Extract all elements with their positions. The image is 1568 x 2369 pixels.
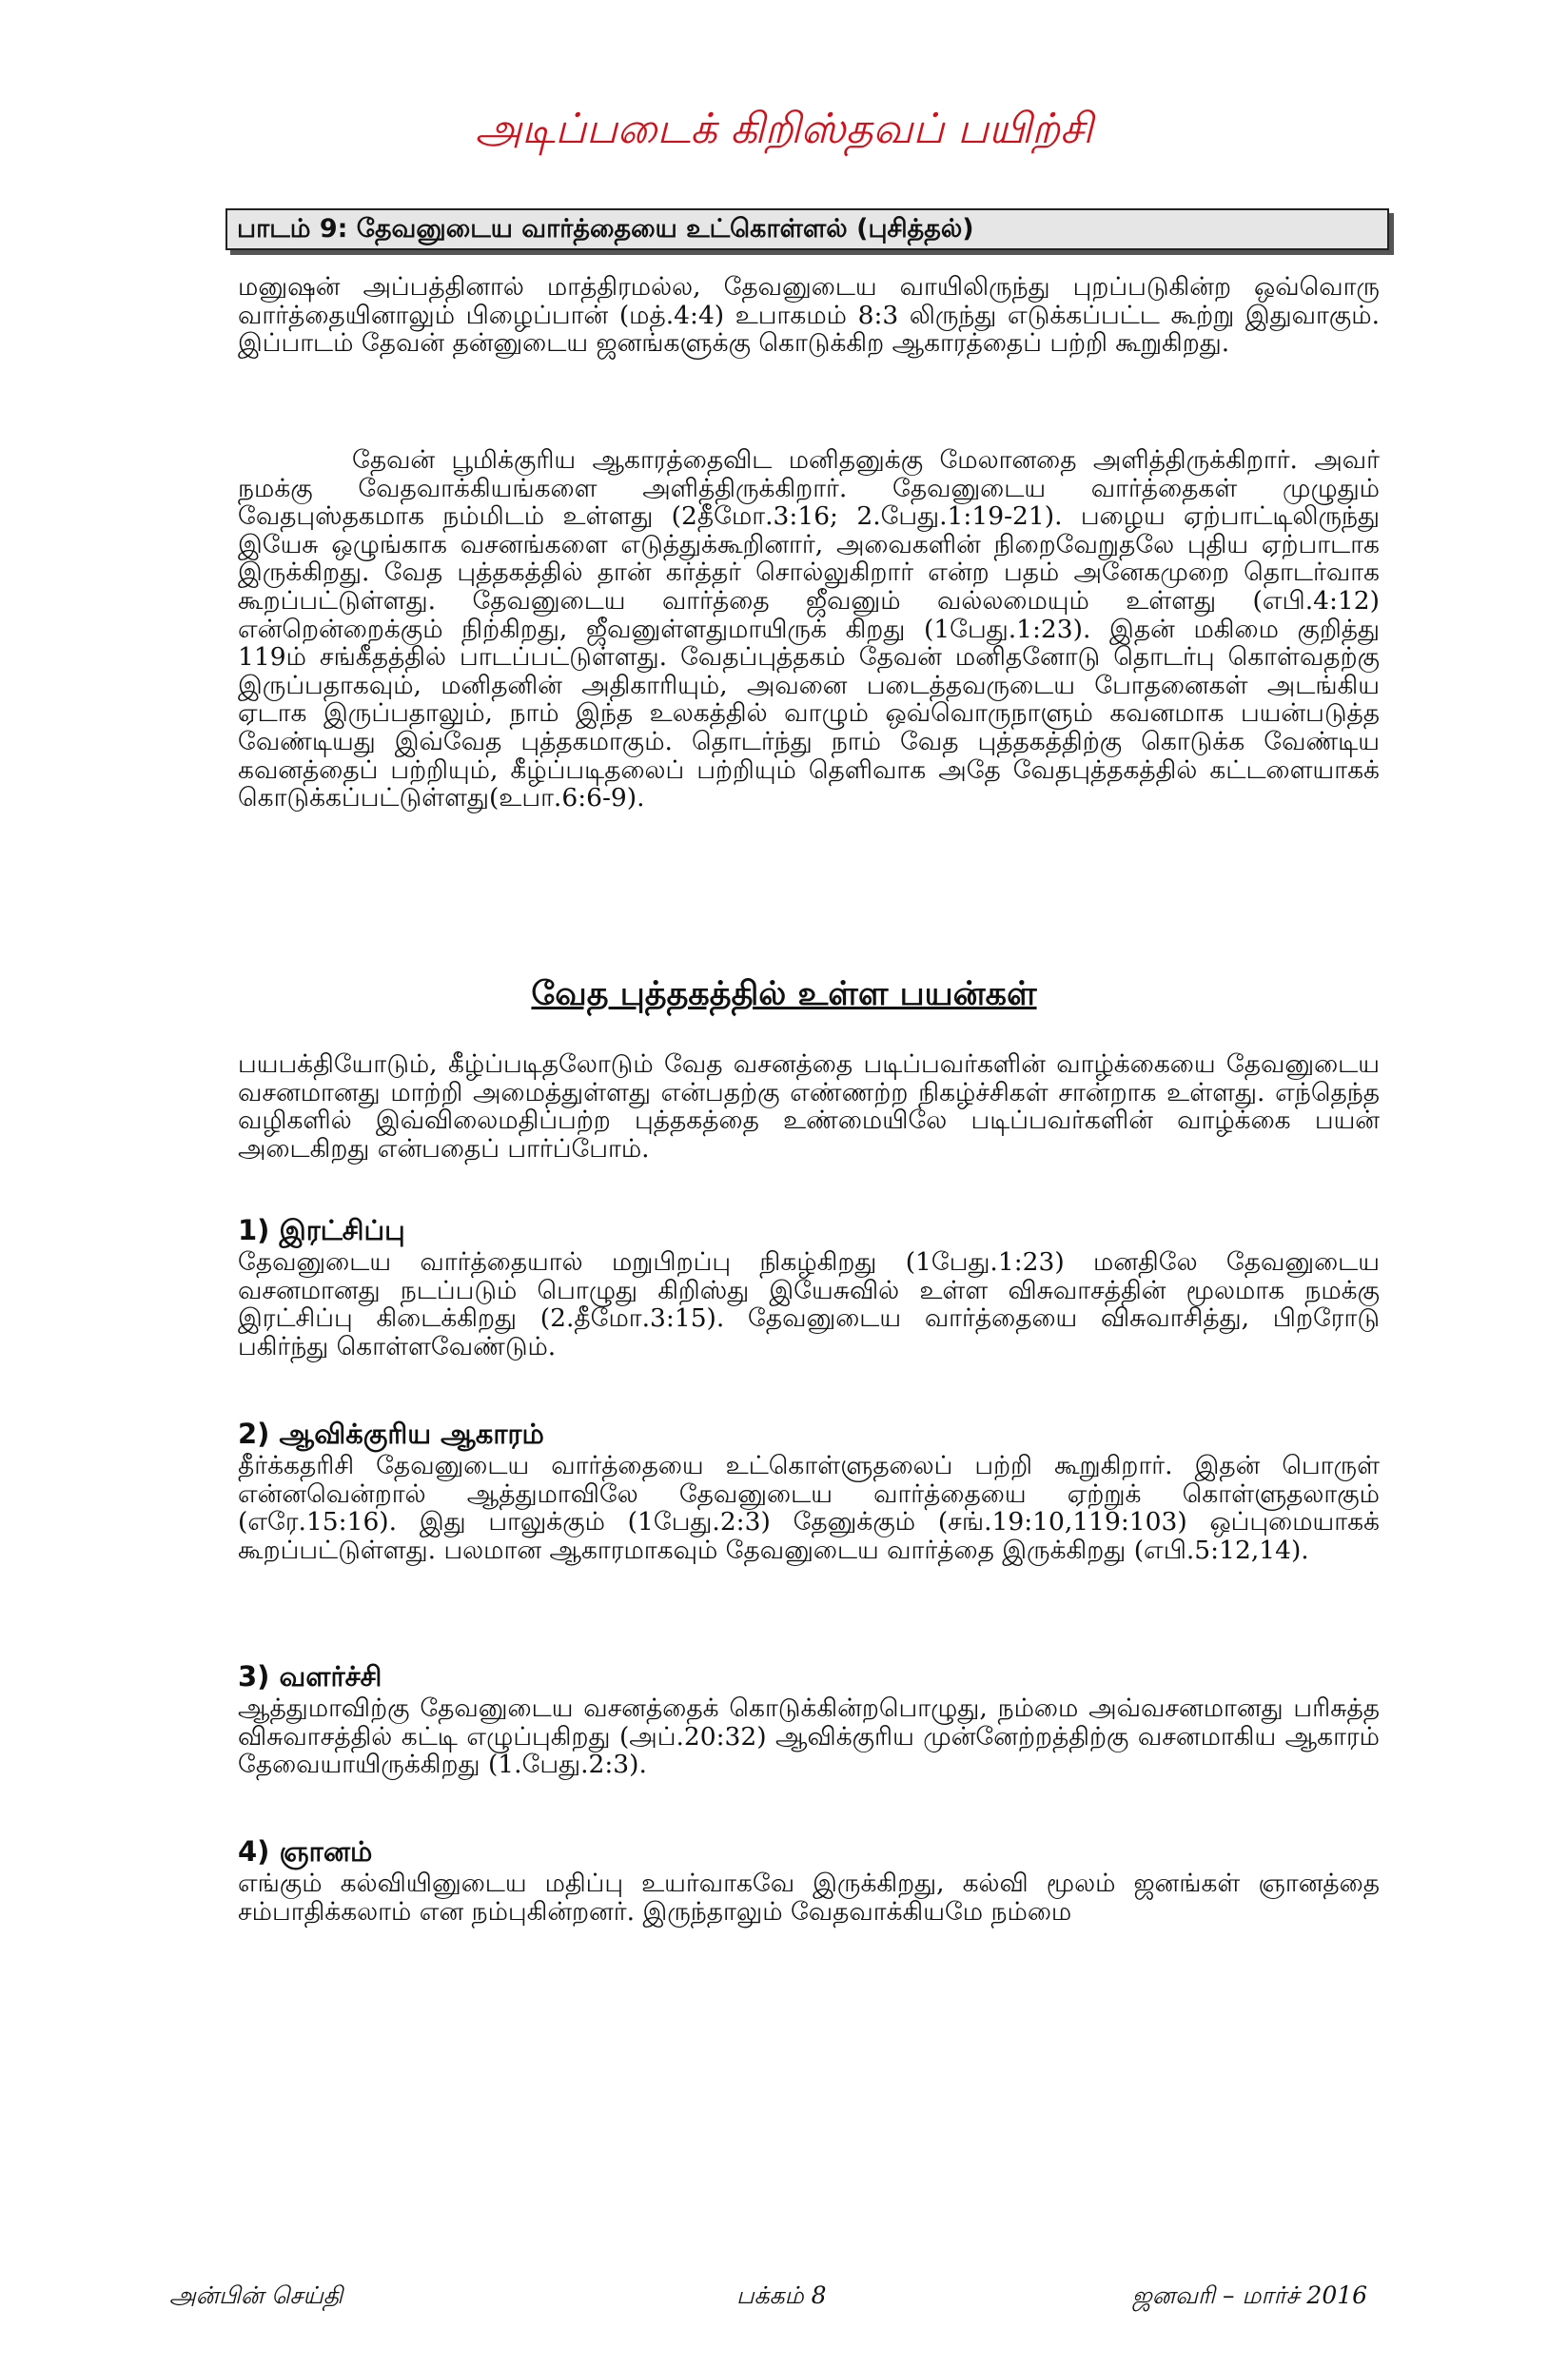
- lesson-heading: பாடம் 9: தேவனுடைய வார்த்தையை உட்கொள்ளல் (புசித்தல்): [225, 208, 1389, 250]
- section-text-wisdom: எங்கும் கல்வியினுடைய மதிப்பு உயர்வாகவே இருக்கிறது, கல்வி மூலம் ஜனங்கள் ஞானத்தை சம்பாதிக்கலாம் என நம்புகின்றனர். இருந்தாலும் வேதவாக்கியமே நம்மை: [238, 1869, 1380, 1927]
- section-title-spiritual-food: 2) ஆவிக்குரிய ஆகாரம்: [238, 1418, 544, 1450]
- benefits-intro: பயபக்தியோடும், கீழ்ப்படிதலோடும் வேத வசனத்தை படிப்பவர்களின் வாழ்க்கையை தேவனுடைய வசனமானது மாற்றி அமைத்துள்ளது என்பதற்கு எண்ணற்ற நிகழ்ச்சிகள் சான்றாக உள்ளது. எந்தெந்த வழிகளில் இவ்விலைமதிப்பற்ற புத்தகத்தை உண்மையிலே படிப்பவர்களின் வாழ்க்கை பயன் அடைகிறது என்பதைப் பார்ப்போம்.: [238, 1049, 1380, 1164]
- footer-publication: அன்பின் செய்தி: [169, 2281, 343, 2309]
- page-title: அடிப்படைக் கிறிஸ்தவப் பயிற்சி: [475, 105, 1093, 153]
- section-text-salvation: தேவனுடைய வார்த்தையால் மறுபிறப்பு நிகழ்கிறது (1பேது.1:23) மனதிலே தேவனுடைய வசனமானது நடப்படும் பொழுது கிறிஸ்து இயேசுவில் உள்ள விசுவாசத்தின் மூலமாக நமக்கு இரட்சிப்பு கிடைக்கிறது (2.தீமோ.3:15). தேவனுடைய வார்த்தையை விசுவாசித்து, பிறரோடு பகிர்ந்து கொள்ளவேண்டும்.: [238, 1247, 1380, 1361]
- benefits-heading: வேத புத்தகத்தில் உள்ள பயன்கள்: [531, 975, 1037, 1013]
- footer-date: ஜனவரி – மார்ச் 2016: [1132, 2281, 1368, 2309]
- section-text-growth: ஆத்துமாவிற்கு தேவனுடைய வசனத்தைக் கொடுக்கின்றபொழுது, நம்மை அவ்வசனமானது பரிசுத்த விசுவாசத்தில் கட்டி எழுப்புகிறது (அப்.20:32) ஆவிக்குரிய முன்னேற்றத்திற்கு வசனமாகிய ஆகாரம் தேவையாயிருக்கிறது (1.பேது.2:3).: [238, 1694, 1380, 1780]
- section-title-salvation: 1) இரட்சிப்பு: [238, 1214, 405, 1246]
- footer-page-number: பக்கம் 8: [736, 2281, 827, 2309]
- intro-paragraph-2: தேவன் பூமிக்குரிய ஆகாரத்தைவிட மனிதனுக்கு மேலானதை அளித்திருக்கிறார். அவர் நமக்கு வேதவாக்கியங்களை அளித்திருக்கிறார். தேவனுடைய வார்த்தைகள் முழுதும் வேதபுஸ்தகமாக நம்மிடம் உள்ளது (2தீமோ.3:16; 2.பேது.1:19-21). பழைய ஏற்பாட்டிலிருந்து இயேசு ஒழுங்காக வசனங்களை எடுத்துக்கூறினார், அவைகளின் நிறைவேறுதலே புதிய ஏற்பாடாக இருக்கிறது. வேத புத்தகத்தில் தான் கர்த்தர் சொல்லுகிறார் என்ற பதம் அனேகமுறை தொடர்வாக கூறப்பட்டுள்ளது. தேவனுடைய வார்த்தை ஜீவனும் வல்லமையும் உள்ளது (எபி.4:12) என்றென்றைக்கும் நிற்கிறது, ஜீவனுள்ளதுமாயிருக் கிறது (1பேது.1:23). இதன் மகிமை குறித்து 119ம் சங்கீதத்தில் பாடப்பட்டுள்ளது. வேதப்புத்தகம் தேவன் மனிதனோடு தொடர்பு கொள்வதற்கு இருப்பதாகவும், மனிதனின் அதிகாரியும், அவனை படைத்தவருடைய போதனைகள் அடங்கிய ஏடாக இருப்பதாலும், நாம் இந்த உலகத்தில் வாழும் ஒவ்வொருநாளும் கவனமாக பயன்படுத்த வேண்டியது இவ்வேத புத்தகமாகும். தொடர்ந்து நாம் வேத புத்தகத்திற்கு கொடுக்க வேண்டிய கவனத்தைப் பற்றியும், கீழ்ப்படிதலைப் பற்றியும் தெளிவாக அதே வேதபுத்தகத்தில் கட்டளையாகக் கொடுக்கப்பட்டுள்ளது(உபா.6:6-9).: [238, 445, 1380, 813]
- section-title-growth: 3) வளர்ச்சி: [238, 1660, 382, 1693]
- intro-paragraph-1: மனுஷன் அப்பத்தினால் மாத்திரமல்ல, தேவனுடைய வாயிலிருந்து புறப்படுகின்ற ஒவ்வொரு வார்த்தையினாலும் பிழைப்பான் (மத்.4:4) உபாகமம் 8:3 லிருந்து எடுக்கப்பட்ட கூற்று இதுவாகும். இப்பாடம் தேவன் தன்னுடைய ஜனங்களுக்கு கொடுக்கிற ஆகாரத்தைப் பற்றி கூறுகிறது.: [238, 272, 1380, 359]
- section-title-wisdom: 4) ஞானம்: [238, 1835, 373, 1868]
- section-text-spiritual-food: தீர்க்கதரிசி தேவனுடைய வார்த்தையை உட்கொள்ளுதலைப் பற்றி கூறுகிறார். இதன் பொருள் என்னவென்றால் ஆத்துமாவிலே தேவனுடைய வார்த்தையை ஏற்றுக் கொள்ளுதலாகும் (எரே.15:16). இது பாலுக்கும் (1பேது.2:3) தேனுக்கும் (சங்.19:10,119:103) ஒப்புமையாகக் கூறப்பட்டுள்ளது. பலமான ஆகாரமாகவும் தேவனுடைய வார்த்தை இருக்கிறது (எபி.5:12,14).: [238, 1451, 1380, 1565]
